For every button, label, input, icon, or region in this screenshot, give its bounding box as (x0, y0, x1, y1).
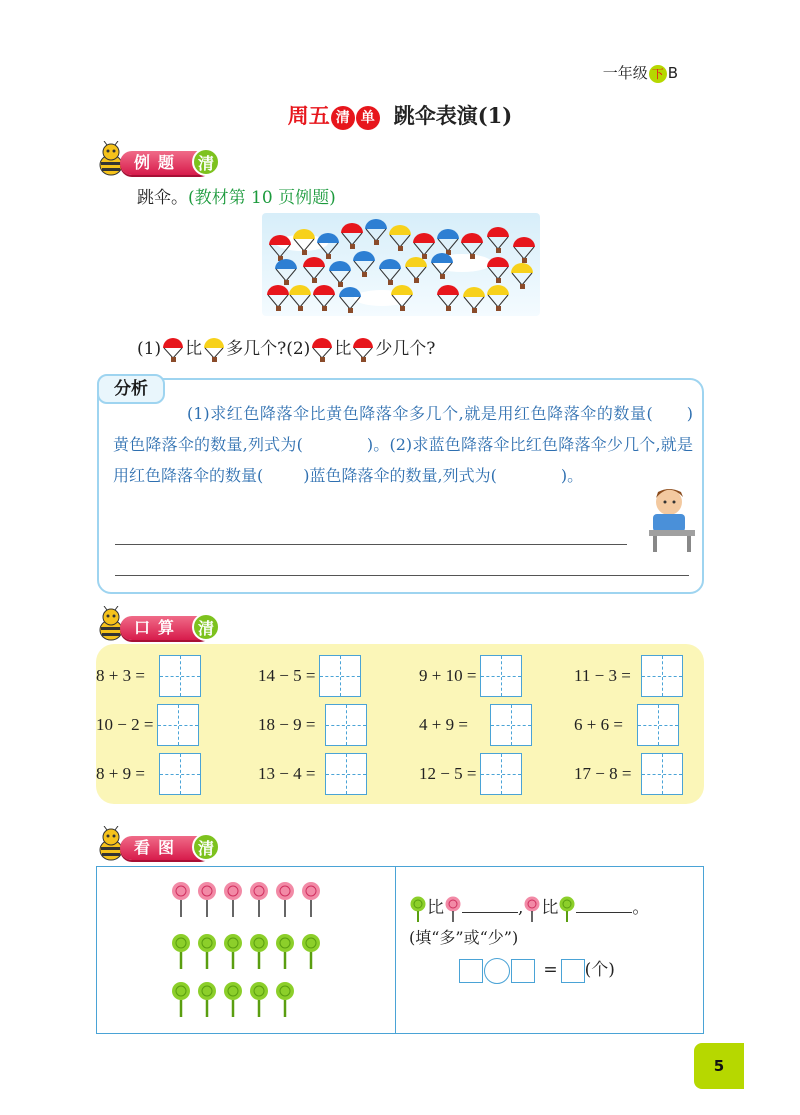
analysis-label: 分析 (97, 374, 165, 404)
equals-sign: = (543, 960, 558, 980)
example-source: (教材第 10 页例题) (188, 188, 336, 208)
oral-section-label (96, 612, 236, 642)
fill-hint: (填“多”或“少”) (409, 928, 519, 947)
calc-expression: 8 + 9 = (96, 764, 145, 784)
calc-item (258, 702, 367, 746)
yellow-parachute-icon (203, 337, 225, 363)
answer-grid[interactable] (641, 655, 683, 697)
boy-writing-icon (647, 482, 697, 554)
grade-suffix: B (667, 64, 678, 82)
parachutes-illustration (262, 213, 540, 316)
parachute-picture (262, 213, 540, 316)
look-divider (395, 867, 396, 1033)
page-title (0, 100, 800, 130)
q2-prefix: (2) (286, 339, 311, 359)
unit-label: (个) (584, 960, 615, 980)
example-mark: 清 (192, 148, 220, 176)
analysis-box (97, 378, 704, 594)
example-section-label (96, 147, 236, 177)
period: 。 (632, 898, 650, 918)
analysis-part-4: )蓝色降落伞的数量,列式为( (303, 466, 497, 485)
q2-end: 少几个? (375, 339, 436, 359)
red-parachute-icon-2 (352, 337, 374, 363)
equation-result-box[interactable] (561, 959, 585, 983)
calc-item (419, 751, 522, 795)
example-intro-line (137, 183, 336, 208)
answer-grid[interactable] (159, 753, 201, 795)
calc-item (419, 702, 532, 746)
pink-lollipop (276, 882, 294, 917)
analysis-part-3: )。(2)求蓝色降落伞比红色降落伞少几个,就是用红色降落伞的数量( (113, 435, 693, 485)
calc-expression: 17 − 8 = (574, 764, 632, 784)
calc-item (96, 653, 201, 697)
look-right-panel (409, 893, 649, 985)
calc-expression: 10 − 2 = (96, 715, 154, 735)
answer-grid[interactable] (157, 704, 199, 746)
pink-lollipop-icon (523, 896, 541, 922)
example-questions (137, 334, 435, 364)
analysis-text (113, 398, 693, 491)
look-box (96, 866, 704, 1034)
lollipops-illustration (167, 877, 337, 1017)
grade-prefix: 一年级 (602, 64, 648, 82)
blank-2[interactable] (576, 894, 632, 913)
answer-grid[interactable] (641, 753, 683, 795)
answer-line-1[interactable] (115, 544, 627, 545)
example-label: 例题 (120, 151, 212, 175)
oral-mark: 清 (192, 613, 220, 641)
q1-end: 多几个? (226, 339, 287, 359)
calc-item (96, 751, 201, 795)
pink-lollipop (198, 882, 216, 917)
pink-lollipop (224, 882, 242, 917)
look-section-label (96, 832, 236, 862)
page-number: 5 (694, 1043, 744, 1089)
analysis-part-1: (1)求红色降落伞比黄色降落伞多几个,就是用红色降落伞的数量( (187, 404, 653, 423)
answer-grid[interactable] (480, 753, 522, 795)
calc-expression: 4 + 9 = (419, 715, 468, 735)
grade-circle: 下 (649, 65, 667, 83)
answer-grid[interactable] (325, 753, 367, 795)
equation-box-1[interactable] (459, 959, 483, 983)
calc-item (258, 751, 367, 795)
compare-line (409, 893, 649, 923)
calc-expression: 12 − 5 = (419, 764, 477, 784)
green-lollipop (172, 982, 190, 1017)
green-lollipop (302, 934, 320, 969)
green-lollipop (276, 982, 294, 1017)
calc-expression: 9 + 10 = (419, 666, 477, 686)
pink-lollipop-icon (444, 896, 462, 922)
calc-item (419, 653, 522, 697)
green-lollipop (172, 934, 190, 969)
answer-grid[interactable] (159, 655, 201, 697)
answer-grid[interactable] (490, 704, 532, 746)
analysis-part-5: )。 (560, 466, 584, 485)
equation-row (459, 955, 649, 985)
green-lollipop (276, 934, 294, 969)
calc-expression: 13 − 4 = (258, 764, 316, 784)
equation-box-2[interactable] (511, 959, 535, 983)
answer-grid[interactable] (319, 655, 361, 697)
green-lollipop-icon (409, 896, 427, 922)
calc-item (574, 702, 679, 746)
operator-circle[interactable] (484, 958, 510, 984)
q1-prefix: (1) (137, 339, 162, 359)
pink-lollipop (302, 882, 320, 917)
example-intro: 跳伞。 (137, 188, 188, 208)
green-lollipop (224, 934, 242, 969)
calc-expression: 11 − 3 = (574, 666, 631, 686)
title-day: 周五 (287, 103, 330, 128)
calc-item (574, 751, 683, 795)
pink-lollipop (172, 882, 190, 917)
calc-expression: 18 − 9 = (258, 715, 316, 735)
calc-expression: 14 − 5 = (258, 666, 316, 686)
answer-line-2[interactable] (115, 575, 689, 576)
green-lollipop (198, 934, 216, 969)
oral-label: 口算 (120, 616, 212, 640)
comma: , (518, 898, 524, 918)
q2-mid: 比 (334, 339, 352, 359)
blank-1[interactable] (462, 894, 518, 913)
red-parachute-icon (162, 337, 184, 363)
answer-grid[interactable] (637, 704, 679, 746)
green-lollipop (250, 934, 268, 969)
title-stamp-1: 清 (331, 106, 355, 130)
calc-expression: 6 + 6 = (574, 715, 623, 735)
look-label: 看图 (120, 836, 212, 860)
title-stamp-2: 单 (356, 106, 380, 130)
grade-label (603, 62, 678, 83)
green-lollipop-icon (558, 896, 576, 922)
calc-item (258, 653, 361, 697)
green-lollipop (250, 982, 268, 1017)
title-subject: 跳伞表演(1) (393, 103, 513, 128)
look-mark: 清 (192, 833, 220, 861)
green-lollipop (224, 982, 242, 1017)
calc-item (574, 653, 683, 697)
pink-lollipop (250, 882, 268, 917)
calc-expression: 8 + 3 = (96, 666, 145, 686)
compare-word-2: 比 (541, 898, 559, 918)
analysis-part-2: )黄色降落伞的数量,列式为( (113, 404, 693, 454)
compare-word-1: 比 (427, 898, 444, 918)
blue-parachute-icon (311, 337, 333, 363)
green-lollipop (198, 982, 216, 1017)
q1-mid: 比 (185, 339, 203, 359)
answer-grid[interactable] (480, 655, 522, 697)
calc-item (96, 702, 199, 746)
answer-grid[interactable] (325, 704, 367, 746)
